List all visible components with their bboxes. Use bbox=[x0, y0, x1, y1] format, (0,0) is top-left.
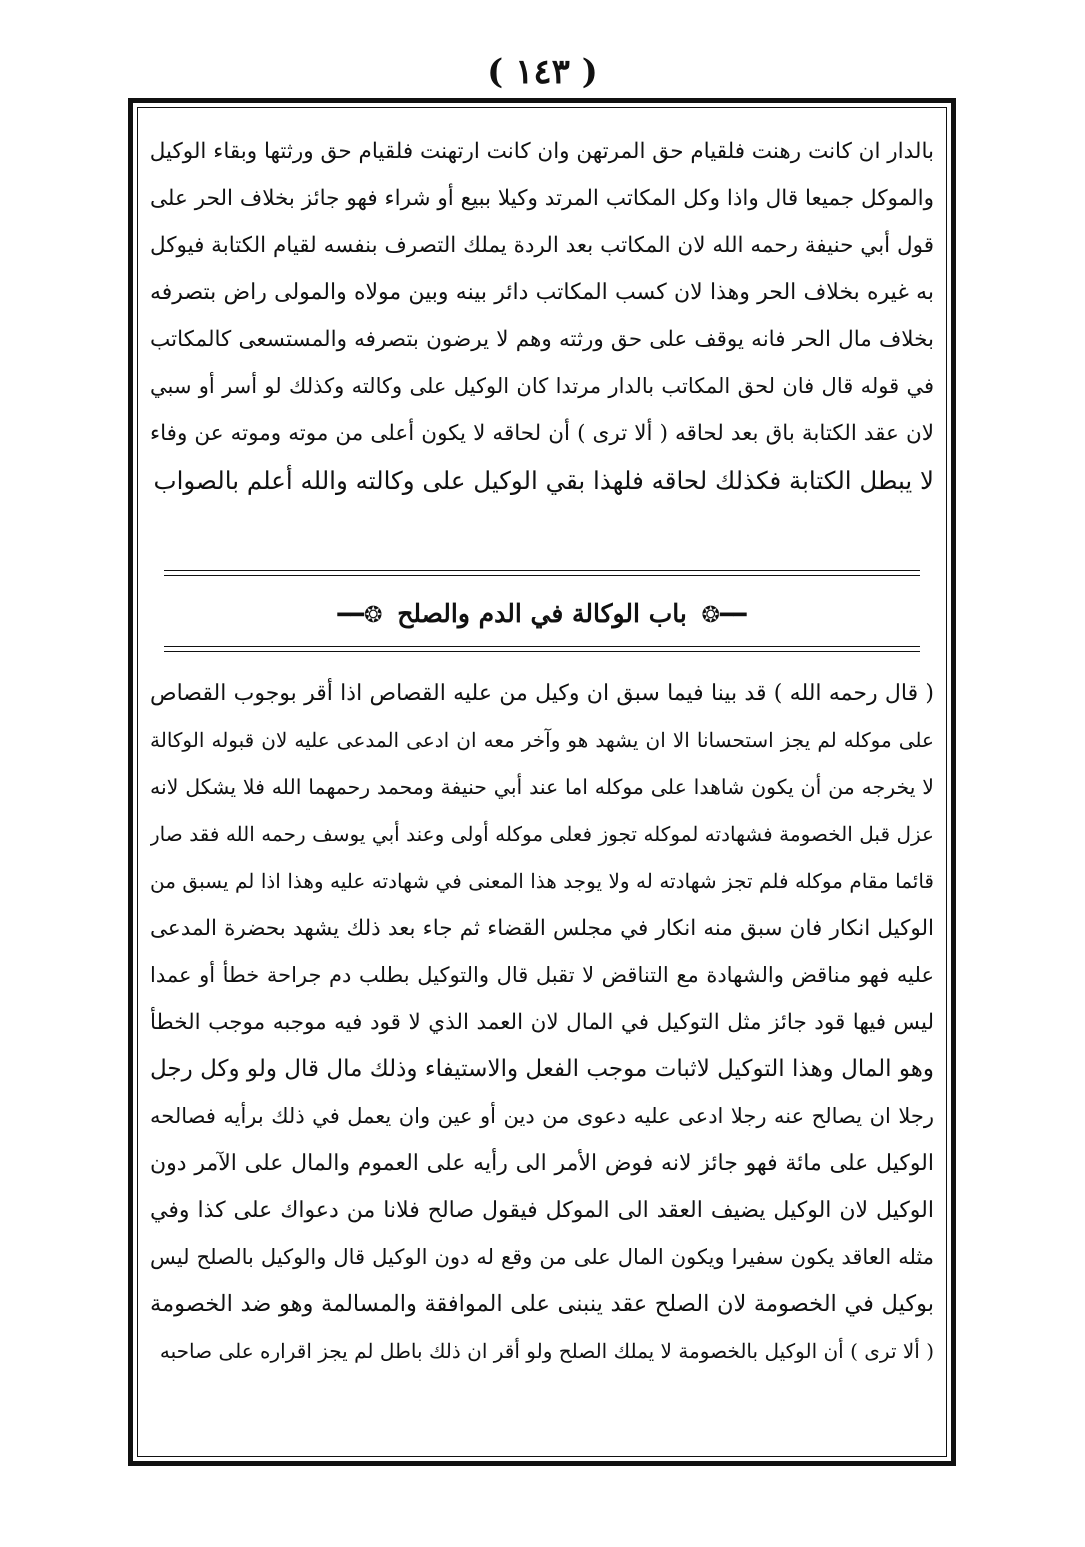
bottom-text-block bbox=[138, 670, 946, 1375]
text-line: في قوله قال فان لحق المكاتب بالدار مرتدا كان الوكيل على وكالته وكذلك لو أسر أو سبي bbox=[150, 374, 934, 398]
text-line: لا يخرجه من أن يكون شاهدا على موكله اما عند أبي حنيفة ومحمد رحمهما الله فلا يشكل لانه bbox=[150, 775, 934, 799]
text-line: قول أبي حنيفة رحمه الله لان المكاتب بعد الردة يملك التصرف بنفسه لقيام الكتابة فيوكل bbox=[150, 233, 934, 258]
text-line: ليس فيها قود جائز مثل التوكيل في المال لان العمد الذي لا قود فيه موجبه موجب الخطأ bbox=[150, 1010, 934, 1035]
chapter-heading-title: باب الوكالة في الدم والصلح bbox=[397, 599, 687, 628]
text-line: عزل قبل الخصومة فشهادته لموكله تجوز فعلى موكله أولى وعند أبي يوسف رحمه الله فقد صار bbox=[150, 822, 934, 846]
text-line: مثله العاقد يكون سفيرا ويكون المال على من وقع له دون الوكيل قال والوكيل بالصلح ليس bbox=[150, 1245, 934, 1269]
text-line: لا يبطل الكتابة فكذلك لحاقه فلهذا بقي الوكيل على وكالته والله أعلم بالصواب bbox=[153, 466, 934, 495]
text-line: على موكله لم يجز استحسانا الا ان يشهد هو وآخر معه ان ادعى المدعى عليه لان قبوله الوكالة bbox=[150, 728, 934, 752]
text-line: رجلا ان يصالح عنه رجلا ادعى عليه دعوى من دين أو عين وان يعمل في ذلك برأيه فصالحه bbox=[150, 1104, 934, 1128]
heading-ornament-right: ━━❂ bbox=[701, 603, 747, 628]
text-line: لان عقد الكتابة باق بعد لحاقه ( ألا ترى ) أن لحاقه لا يكون أعلى من موته وموته عن وفاء bbox=[150, 421, 934, 446]
text-line: الوكيل لان الوكيل يضيف العقد الى الموكل فيقول صالح فلانا من دعواك على كذا وفي bbox=[150, 1198, 934, 1223]
divider-rule-bottom bbox=[164, 646, 920, 647]
text-line: الوكيل على مائة فهو جائز لانه فوض الأمر الى رأيه على العموم والمال على الآمر دون bbox=[150, 1151, 934, 1176]
text-line: به غيره بخلاف الحر وهذا لان كسب المكاتب دائر بينه وبين مولاه والمولى راض بتصرفه bbox=[150, 280, 934, 305]
text-line: عليه فهو مناقض والشهادة مع التناقض لا تقبل قال والتوكيل بطلب دم جراحة خطأ أو عمدا bbox=[150, 963, 934, 987]
divider-rule-top bbox=[164, 570, 920, 571]
text-line: ( قال رحمه الله ) قد بينا فيما سبق ان وكيل من عليه القصاص اذا أقر بوجوب القصاص bbox=[150, 681, 934, 706]
page-number: ( ١٤٣ ) bbox=[487, 52, 598, 92]
text-line: بالدار ان كانت رهنت فلقيام حق المرتهن وان كانت ارتهنت فلقيام حق ورثتها وبقاء الوكيل bbox=[150, 139, 934, 164]
text-line: والموكل جميعا قال واذا وكل المكاتب المرتد وكيلا ببيع أو شراء فهو جائز بخلاف الحر على bbox=[150, 186, 934, 211]
text-line: بوكيل في الخصومة لان الصلح عقد ينبنى على الموافقة والمسالمة وهو ضد الخصومة bbox=[150, 1291, 934, 1317]
heading-ornament-left: ❂━━ bbox=[337, 603, 383, 628]
text-line: وهو المال وهذا التوكيل لاثبات موجب الفعل والاستيفاء وذلك مال قال ولو وكل رجل bbox=[150, 1056, 934, 1082]
text-line: ( ألا ترى ) أن الوكيل بالخصومة لا يملك الصلح ولو أقر ان ذلك باطل لم يجز اقراره على صاحبه bbox=[159, 1339, 934, 1363]
text-line: بخلاف مال الحر فانه يوقف على حق ورثته وهم لا يرضون بتصرفه والمستسعى كالمكاتب bbox=[150, 327, 934, 352]
chapter-heading bbox=[138, 594, 946, 636]
text-line: قائما مقام موكله فلم تجز شهادته له ولا يوجد هذا المعنى في شهادته عليه وهذا اذا لم يسبق من bbox=[150, 869, 934, 893]
top-text-block bbox=[138, 128, 946, 504]
text-line: الوكيل انكار فان سبق منه انكار في مجلس القضاء ثم جاء بعد ذلك يشهد بحضرة المدعى bbox=[150, 916, 934, 941]
page-frame-inner bbox=[137, 107, 947, 1457]
page-frame bbox=[128, 98, 956, 1466]
